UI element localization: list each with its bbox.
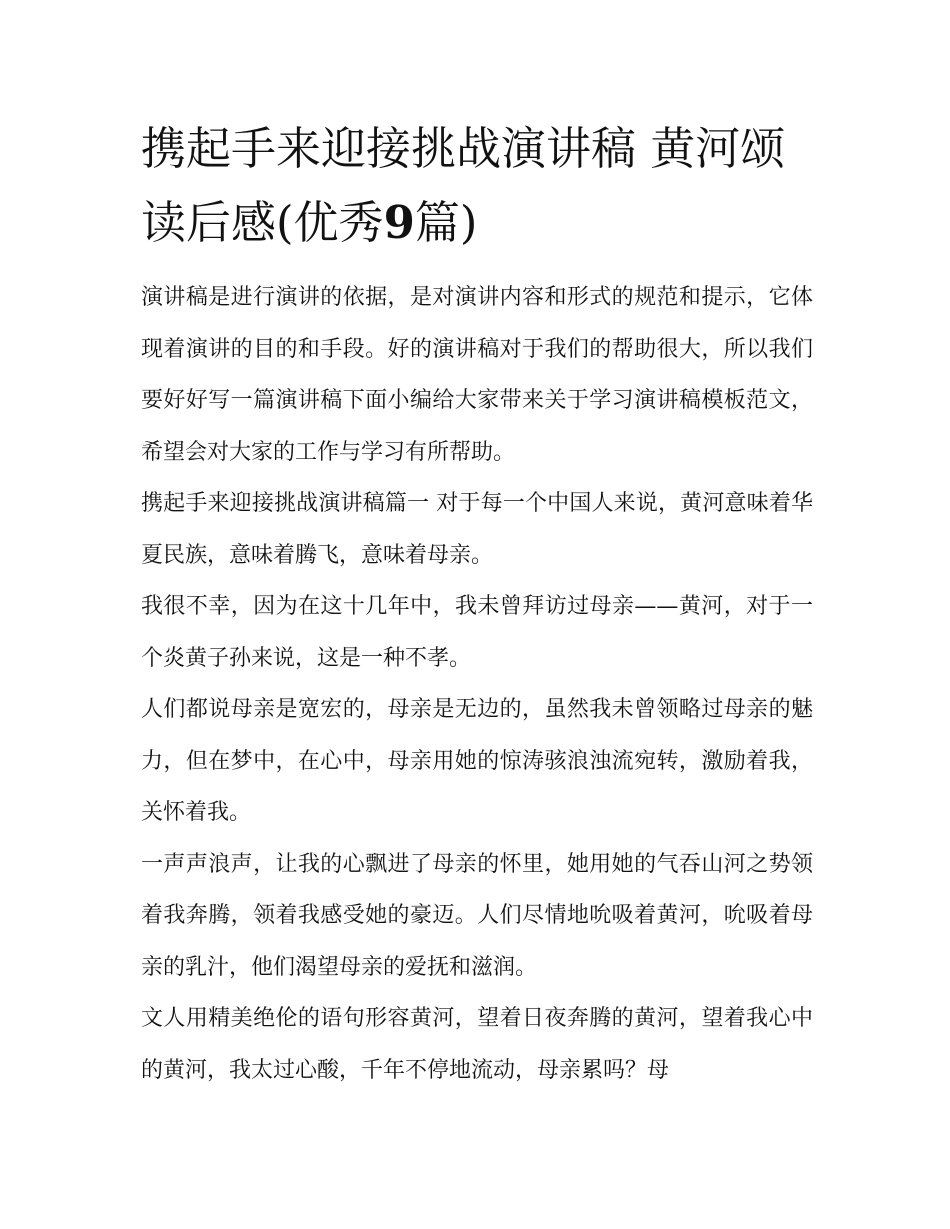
paragraph-5: 文人用精美绝伦的语句形容黄河，望着日夜奔腾的黄河，望着我心中的黄河，我太过心酸，千年不停地流动，母亲累吗？母 — [141, 1006, 813, 1083]
paragraph-4: 一声声浪声，让我的心飘进了母亲的怀里，她用她的气吞山河之势领着我奔腾，领着我感受她的豪迈。人们尽情地吮吸着黄河，吮吸着母亲的乳汁，他们渴望母亲的爱抚和滋润。 — [141, 851, 813, 980]
document-content — [141, 112, 813, 1096]
paragraph-3: 人们都说母亲是宽宏的，母亲是无边的，虽然我未曾领略过母亲的魅力，但在梦中，在心中，母亲用她的惊涛骇浪浊流宛转，激励着我，关怀着我。 — [141, 697, 813, 825]
paragraph-intro: 演讲稿是进行演讲的依据，是对演讲内容和形式的规范和提示，它体现着演讲的目的和手段。好的演讲稿对于我们的帮助很大，所以我们要好好写一篇演讲稿下面小编给大家带来关于学习演讲稿模板范文，希望会对大家的工作与学习有所帮助。 — [141, 285, 813, 465]
document-title — [141, 112, 813, 260]
paragraph-1: 携起手来迎接挑战演讲稿篇一 对于每一个中国人来说，黄河意味着华夏民族，意味着腾飞，意味着母亲。 — [141, 491, 813, 568]
title-text-part1: 携起手来迎接挑战演讲稿 黄河颂读后感(优秀 — [141, 122, 786, 249]
title-number: 9 — [383, 196, 415, 249]
title-text-part2: 篇) — [414, 196, 478, 249]
paragraph-2: 我很不幸，因为在这十几年中，我未曾拜访过母亲——黄河，对于一个炎黄子孙来说，这是一种不孝。 — [141, 594, 813, 671]
